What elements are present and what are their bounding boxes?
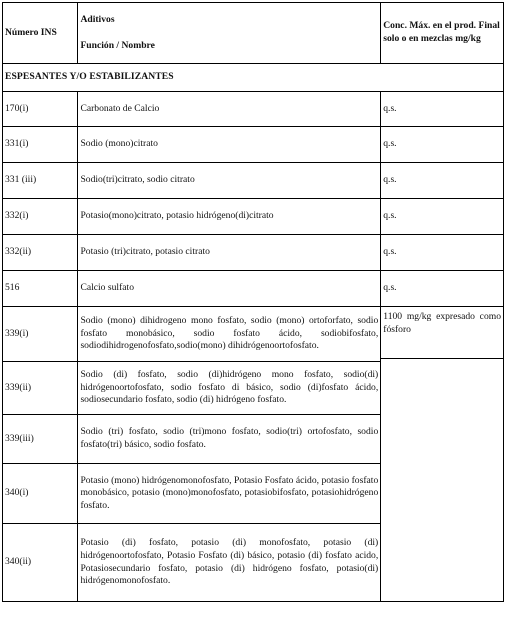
concentration-cell: q.s. <box>381 199 504 235</box>
table-row <box>3 307 504 362</box>
ins-cell: 332(ii) <box>3 235 78 271</box>
additive-name-cell: Calcio sulfato <box>78 271 381 307</box>
ins-cell: 339(iii) <box>3 415 78 464</box>
table-row <box>3 235 504 271</box>
header-additives <box>78 3 381 64</box>
section-row <box>3 64 504 92</box>
ins-cell: 339(ii) <box>3 362 78 415</box>
additive-name-cell: Potasio (tri)citrato, potasio citrato <box>78 235 381 271</box>
additives-table <box>2 2 504 602</box>
ins-cell: 340(i) <box>3 464 78 524</box>
concentration-cell: q.s. <box>381 92 504 127</box>
additive-name-cell: Sodio (mono) dihidrogeno mono fosfato, sodio (mono) ortoforfato, sodio fosfato monobásico, sodio fosfato ácido, sodiobifosfato, sodiodihidrogenofosfato,sodio(mono) dihidrógenoortofosfato. <box>78 307 381 362</box>
header-function-name: Función / Nombre <box>80 39 155 51</box>
header-ins-number: Número INS <box>3 3 78 64</box>
additives-table-document <box>2 2 504 602</box>
additive-name-cell: Potasio (mono) hidrógenomonofosfato, Potasio Fosfato ácido, potasio fosfato monobásico, potasio (mono)monofosfato, potasiobifosfato, potasiohidrógeno fosfato. <box>78 464 381 524</box>
table-header-row <box>3 3 504 64</box>
additive-name-cell: Potasio(mono)citrato, potasio hidrógeno(di)citrato <box>78 199 381 235</box>
table-row <box>3 92 504 127</box>
ins-cell: 516 <box>3 271 78 307</box>
concentration-cell: q.s. <box>381 271 504 307</box>
section-title: ESPESANTES Y/O ESTABILIZANTES <box>3 64 504 92</box>
ins-cell: 331(i) <box>3 127 78 163</box>
header-max-concentration: Conc. Máx. en el prod. Final solo o en mezclas mg/kg <box>381 3 504 64</box>
table-row <box>3 271 504 307</box>
additive-name-cell: Sodio (di) fosfato, sodio (di)hidrógeno mono fosfato, sodio(di) hidrógenoortofosfato, sodio fosfato di básico, sodio (di)fosfato ácido, sodiosecundario fosfato, sodio (di) hidrógeno fosfato. <box>78 362 381 415</box>
additive-name-cell: Sodio (mono)citrato <box>78 127 381 163</box>
concentration-cell: q.s. <box>381 127 504 163</box>
concentration-cell-merged <box>381 307 504 602</box>
ins-cell: 331 (iii) <box>3 163 78 199</box>
ins-cell: 340(ii) <box>3 524 78 602</box>
header-additives-title: Aditivos <box>80 13 115 25</box>
concentration-cell: q.s. <box>381 235 504 271</box>
table-row <box>3 127 504 163</box>
additive-name-cell: Carbonato de Calcio <box>78 92 381 127</box>
ins-cell: 170(i) <box>3 92 78 127</box>
additive-name-cell: Potasio (di) fosfato, potasio (di) monofosfato, potasio (di) hidrógenoortofosfato, Potasio Fosfato (di) básico, potasio (di) fosfato acido, Potasiosecundario fosfato, potasio (di) hidrógeno fosfato, potasio(di) hidrógenomonofosfato. <box>78 524 381 602</box>
table-row <box>3 163 504 199</box>
concentration-value: 1100 mg/kg expresado como fósforo <box>381 307 503 359</box>
table-row <box>3 199 504 235</box>
additive-name-cell: Sodio(tri)citrato, sodio citrato <box>78 163 381 199</box>
concentration-cell: q.s. <box>381 163 504 199</box>
ins-cell: 332(i) <box>3 199 78 235</box>
ins-cell: 339(i) <box>3 307 78 362</box>
additive-name-cell: Sodio (tri) fosfato, sodio (tri)mono fosfato, sodio(tri) ortofosfato, sodio fosfato(tri) básico, sodio fosfato. <box>78 415 381 464</box>
